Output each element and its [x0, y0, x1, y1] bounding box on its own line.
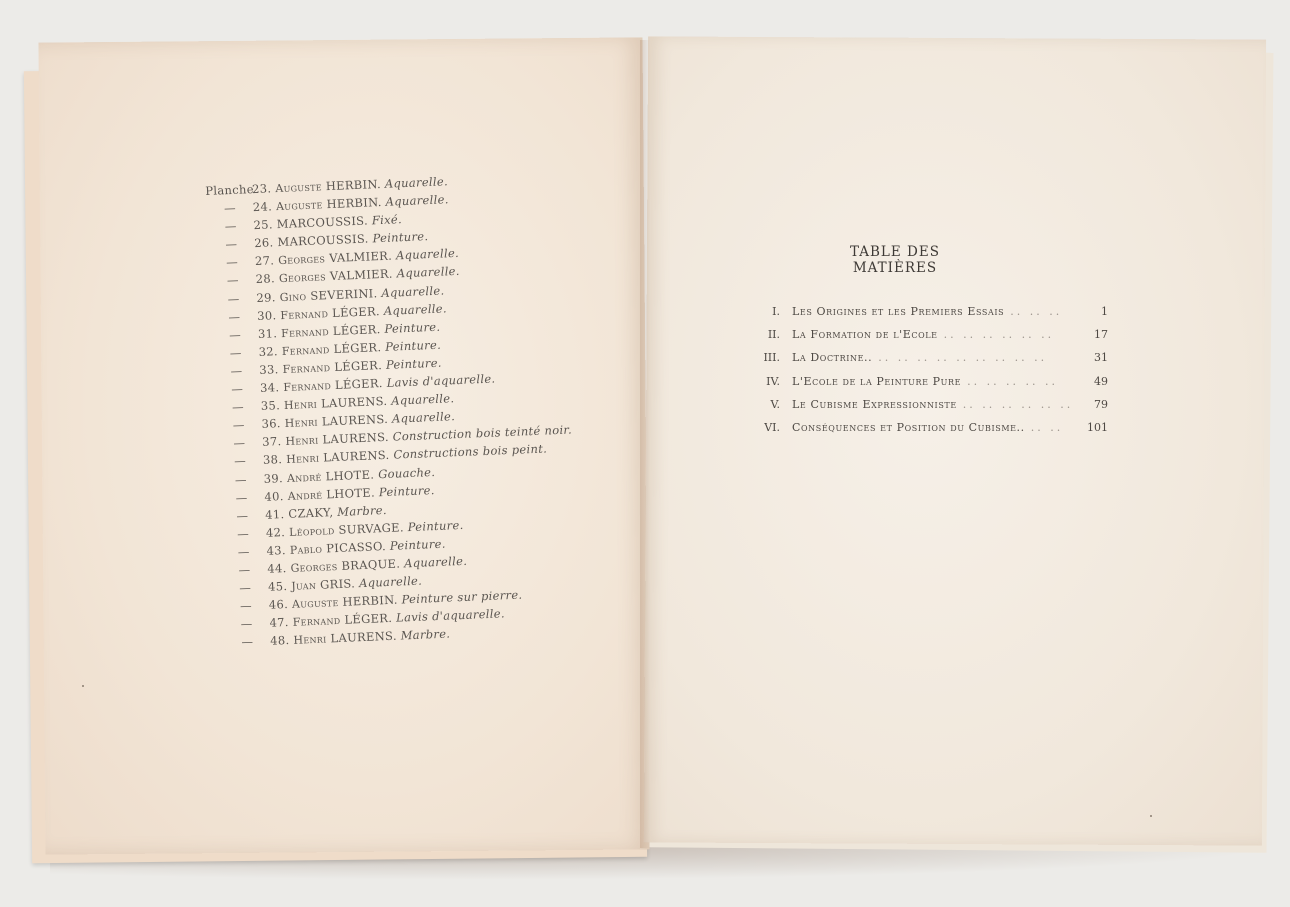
- plate-entry: — 37. Henri LAURENS. Construction bois teinté noir.: [215, 420, 595, 453]
- plate-number: 30.: [256, 307, 277, 323]
- plate-number: 33.: [259, 362, 279, 377]
- plate-medium: Peinture.: [385, 355, 442, 372]
- artist-first-name: Henri: [284, 415, 319, 431]
- plate-prefix: —: [224, 218, 237, 234]
- plate-entry: Planche23. Auguste HERBIN. Aquarelle.: [205, 174, 449, 198]
- plate-medium: Aquarelle.: [358, 573, 423, 591]
- plate-prefix: —: [240, 616, 253, 632]
- artist-last-name: PICASSO: [325, 539, 383, 556]
- plate-number: 41.: [264, 506, 285, 522]
- artist-first-name: Fernand: [280, 324, 330, 340]
- artist-first-name: Fernand: [282, 361, 331, 376]
- toc-title: TABLE DES MATIÈRES: [850, 244, 940, 276]
- plate-number: 42.: [265, 524, 286, 540]
- artist-first-name: Auguste: [275, 180, 323, 196]
- plate-medium: Aquarelle.: [396, 264, 460, 281]
- artist-last-name: LAURENS: [322, 448, 386, 465]
- chapter-title: Les Origines et les Premiers Essais: [792, 305, 1005, 318]
- artist-first-name: Fernand: [280, 306, 329, 322]
- plate-medium: Lavis d'aquarelle.: [386, 371, 496, 390]
- chapter-page-number: 17: [1094, 328, 1108, 342]
- plate-number: 46.: [268, 597, 289, 612]
- paper-speck: [82, 685, 84, 687]
- plate-entry: — 45. Juan GRIS. Aquarelle.: [221, 564, 601, 597]
- artist-last-name: MARCOUSSIS: [276, 213, 365, 232]
- plate-prefix: —: [229, 345, 242, 360]
- plate-prefix: —: [228, 327, 242, 342]
- artist-last-name: LAURENS: [322, 430, 386, 447]
- artist-first-name: Pablo: [289, 542, 323, 557]
- plate-medium: Construction bois teinté noir.: [392, 422, 573, 444]
- plates-list: [205, 167, 604, 652]
- plate-medium: Aquarelle.: [381, 283, 445, 300]
- plate-medium: Aquarelle.: [391, 409, 456, 426]
- plate-entry: — 38. Henri LAURENS. Constructions bois peint.: [216, 438, 596, 471]
- plate-prefix: —: [233, 435, 246, 451]
- artist-first-name: Juan: [291, 578, 317, 593]
- plate-entry: — 46. Auguste HERBIN. Peinture sur pierre.: [222, 583, 602, 616]
- artist-last-name: SURVAGE: [338, 520, 401, 537]
- plate-medium: Peinture.: [372, 229, 429, 246]
- plate-prefix: —: [235, 490, 248, 505]
- plate-entry: — 48. Henri LAURENS. Marbre.: [223, 619, 603, 652]
- plate-number: 24.: [252, 199, 273, 215]
- plate-entry: — 26. MARCOUSSIS. Peinture.: [207, 221, 587, 254]
- plate-medium: Aquarelle.: [403, 553, 468, 571]
- plate-medium: Marbre.: [400, 626, 451, 643]
- artist-first-name: Georges: [278, 270, 327, 286]
- chapter-numeral: V.: [770, 397, 780, 411]
- plate-entry: — 42. Léopold SURVAGE. Peinture.: [219, 510, 599, 543]
- artist-first-name: Fernand: [283, 379, 332, 395]
- dot-leader: .. .. .. .. .. ..: [943, 328, 1055, 342]
- plate-medium: Aquarelle.: [395, 246, 460, 263]
- artist-first-name: Auguste: [275, 198, 323, 214]
- chapter-title: La Doctrine..: [792, 351, 873, 365]
- plate-entry: — 33. Fernand LÉGER. Peinture.: [212, 348, 592, 381]
- chapter-page-number: 49: [1094, 374, 1108, 388]
- plate-prefix: —: [237, 544, 250, 559]
- toc-entry: [752, 395, 1112, 418]
- plate-number: 36.: [261, 416, 282, 432]
- artist-first-name: Fernand: [292, 614, 341, 630]
- artist-first-name: Henri: [285, 452, 320, 467]
- plate-medium: Peinture.: [384, 337, 442, 354]
- plate-entry: — 32. Fernand LÉGER. Peinture.: [212, 329, 592, 362]
- artist-first-name: Auguste: [291, 596, 339, 611]
- plate-prefix: —: [225, 255, 239, 270]
- plate-entry: — 35. Henri LAURENS. Aquarelle.: [214, 384, 594, 417]
- artist-last-name: VALMIER: [328, 249, 389, 266]
- plate-number: 43.: [266, 542, 287, 558]
- plate-entry: — 25. MARCOUSSIS. Fixé.: [206, 203, 586, 236]
- plate-medium: Gouache.: [377, 464, 436, 481]
- artist-last-name: LÉGER: [334, 358, 379, 374]
- dot-leader: .. .. ..: [1010, 305, 1063, 318]
- plate-number: 27.: [254, 253, 275, 269]
- plate-medium: Peinture.: [389, 536, 446, 553]
- artist-first-name: Henri: [283, 397, 318, 413]
- artist-last-name: LÉGER: [334, 376, 380, 392]
- toc-entry: [752, 418, 1112, 441]
- plate-entry: — 28. Georges VALMIER. Aquarelle.: [209, 257, 589, 290]
- plate-prefix: —: [233, 453, 247, 469]
- artist-last-name: LAURENS: [320, 394, 384, 411]
- plate-prefix: —: [225, 237, 238, 252]
- plate-number: 38.: [262, 452, 283, 468]
- artist-last-name: HERBIN: [326, 195, 378, 212]
- artist-last-name: HERBIN: [325, 177, 378, 194]
- dot-leader: .. .. .. .. .. .. .. .. ..: [878, 351, 1048, 365]
- artist-last-name: LÉGER: [332, 321, 377, 338]
- artist-first-name: Léopold: [288, 523, 335, 539]
- plate-medium: Peinture.: [378, 482, 435, 499]
- artist-last-name: LÉGER: [331, 303, 377, 320]
- dot-leader: .. .. .. .. .. ..: [962, 397, 1074, 411]
- plate-prefix: —: [230, 363, 243, 379]
- chapter-page-number: 79: [1094, 397, 1108, 411]
- plate-number: 23.: [251, 181, 272, 197]
- plate-entry: — 24. Auguste HERBIN. Aquarelle.: [206, 185, 586, 218]
- plate-prefix: —: [238, 562, 251, 577]
- artist-first-name: André: [287, 488, 323, 503]
- artist-last-name: HERBIN: [342, 592, 394, 609]
- plate-entry: — 47. Fernand LÉGER. Lavis d'aquarelle.: [222, 601, 602, 634]
- plate-entry: — 31. Fernand LÉGER. Peinture.: [211, 311, 591, 344]
- plate-number: 28.: [255, 271, 276, 287]
- artist-first-name: Georges: [290, 559, 338, 575]
- plate-number: 32.: [258, 344, 279, 359]
- chapter-title: Le Cubisme Expressionniste: [792, 397, 957, 411]
- plate-number: 31.: [257, 325, 278, 341]
- chapter-numeral: VI.: [764, 420, 780, 434]
- book-gutter: [640, 40, 650, 848]
- plate-prefix: —: [226, 273, 240, 288]
- plate-prefix: —: [239, 580, 252, 596]
- plate-prefix: —: [223, 200, 237, 216]
- plate-entry: — 44. Georges BRAQUE. Aquarelle.: [220, 546, 600, 579]
- plate-entry: — 39. André LHOTE. Gouache.: [217, 456, 597, 489]
- plate-number: 39.: [263, 470, 284, 486]
- artist-first-name: Henri: [285, 433, 319, 449]
- plate-number: 40.: [264, 488, 284, 504]
- artist-last-name: GRIS: [319, 576, 352, 592]
- plate-prefix: —: [236, 526, 250, 541]
- plate-entry: — 30. Fernand LÉGER. Aquarelle.: [210, 293, 590, 326]
- plate-prefix: —: [239, 598, 253, 614]
- artist-last-name: VALMIER: [329, 267, 390, 284]
- plate-prefix: —: [231, 381, 244, 397]
- artist-first-name: André: [286, 470, 322, 485]
- toc-entry: [752, 325, 1112, 348]
- artist-last-name: LÉGER: [333, 340, 378, 356]
- chapter-title: Conséquences et Position du Cubisme..: [792, 420, 1025, 434]
- artist-last-name: BRAQUE: [341, 556, 397, 573]
- plate-number: 35.: [260, 398, 281, 414]
- plate-number: 29.: [256, 289, 276, 305]
- plate-prefix: —: [232, 417, 245, 433]
- plate-medium: Marbre.: [336, 502, 388, 519]
- artist-last-name: SEVERINI: [310, 285, 374, 303]
- plate-medium: Aquarelle.: [384, 174, 449, 191]
- chapter-numeral: IV.: [766, 374, 780, 388]
- plate-medium: Aquarelle.: [390, 391, 455, 408]
- plate-medium: Peinture.: [407, 517, 464, 534]
- chapter-numeral: I.: [772, 305, 780, 318]
- chapter-numeral: II.: [767, 328, 780, 342]
- artist-first-name: Fernand: [281, 342, 330, 358]
- plate-medium: Aquarelle.: [385, 192, 449, 209]
- plate-prefix: —: [241, 634, 254, 650]
- plate-medium: Peinture.: [384, 319, 441, 336]
- plate-entry: — 36. Henri LAURENS. Aquarelle.: [214, 402, 594, 435]
- artist-last-name: LHOTE: [325, 467, 371, 483]
- toc-entry: [752, 302, 1112, 325]
- artist-last-name: LAURENS: [330, 629, 394, 646]
- plate-prefix: —: [234, 472, 248, 487]
- plate-number: 34.: [259, 380, 280, 395]
- plate-number: 45.: [267, 579, 288, 594]
- plate-entry: — 34. Fernand LÉGER. Lavis d'aquarelle.: [213, 366, 593, 399]
- plate-number: 25.: [253, 217, 274, 233]
- plate-number: 37.: [262, 434, 282, 450]
- plate-medium: Aquarelle.: [383, 301, 448, 318]
- plate-number: 48.: [269, 633, 290, 649]
- plate-prefix: —: [227, 291, 240, 306]
- chapter-numeral: III.: [763, 351, 780, 365]
- plate-prefix: —: [236, 508, 249, 523]
- plate-entry: — 40. André LHOTE. Peinture.: [217, 474, 597, 507]
- plate-medium: Peinture sur pierre.: [401, 587, 523, 607]
- toc-entry: [752, 348, 1112, 371]
- artist-last-name: LAURENS: [321, 412, 385, 429]
- paper-speck: [1150, 815, 1152, 817]
- plate-entry: — 29. Gino SEVERINI. Aquarelle.: [209, 275, 589, 308]
- plate-number: 26.: [254, 235, 274, 251]
- chapter-title: La Formation de l'Ecole: [792, 328, 938, 342]
- artist-last-name: LHOTE: [326, 485, 372, 501]
- plate-number: 44.: [267, 561, 287, 576]
- artist-last-name: LÉGER: [344, 611, 389, 628]
- table-of-contents: [752, 302, 1112, 441]
- plate-medium: Lavis d'aquarelle.: [395, 606, 506, 625]
- dot-leader: .. .. .. .. ..: [967, 374, 1059, 388]
- artist-first-name: Gino: [279, 289, 307, 304]
- dot-leader: .. ..: [1030, 420, 1064, 434]
- artist-first-name: Georges: [277, 252, 326, 268]
- toc-entry: [752, 372, 1112, 395]
- artist-last-name: CZAKY,: [288, 504, 334, 521]
- artist-last-name: MARCOUSSIS: [277, 231, 365, 250]
- chapter-page-number: 31: [1094, 351, 1108, 365]
- plate-prefix: Planche: [205, 182, 255, 198]
- plate-medium: Fixé.: [371, 212, 403, 228]
- plate-entry: — 43. Pablo PICASSO. Peinture.: [220, 528, 600, 561]
- plate-number: 47.: [269, 615, 290, 631]
- chapter-title: L'Ecole de la Peinture Pure: [792, 374, 962, 388]
- chapter-page-number: 1: [1101, 305, 1108, 318]
- chapter-page-number: 101: [1087, 420, 1108, 434]
- plate-prefix: —: [231, 399, 245, 415]
- plate-entry: — 27. Georges VALMIER. Aquarelle.: [208, 239, 588, 272]
- plate-prefix: —: [228, 309, 241, 324]
- plate-medium: Constructions bois peint.: [393, 441, 548, 463]
- artist-first-name: Henri: [293, 632, 327, 648]
